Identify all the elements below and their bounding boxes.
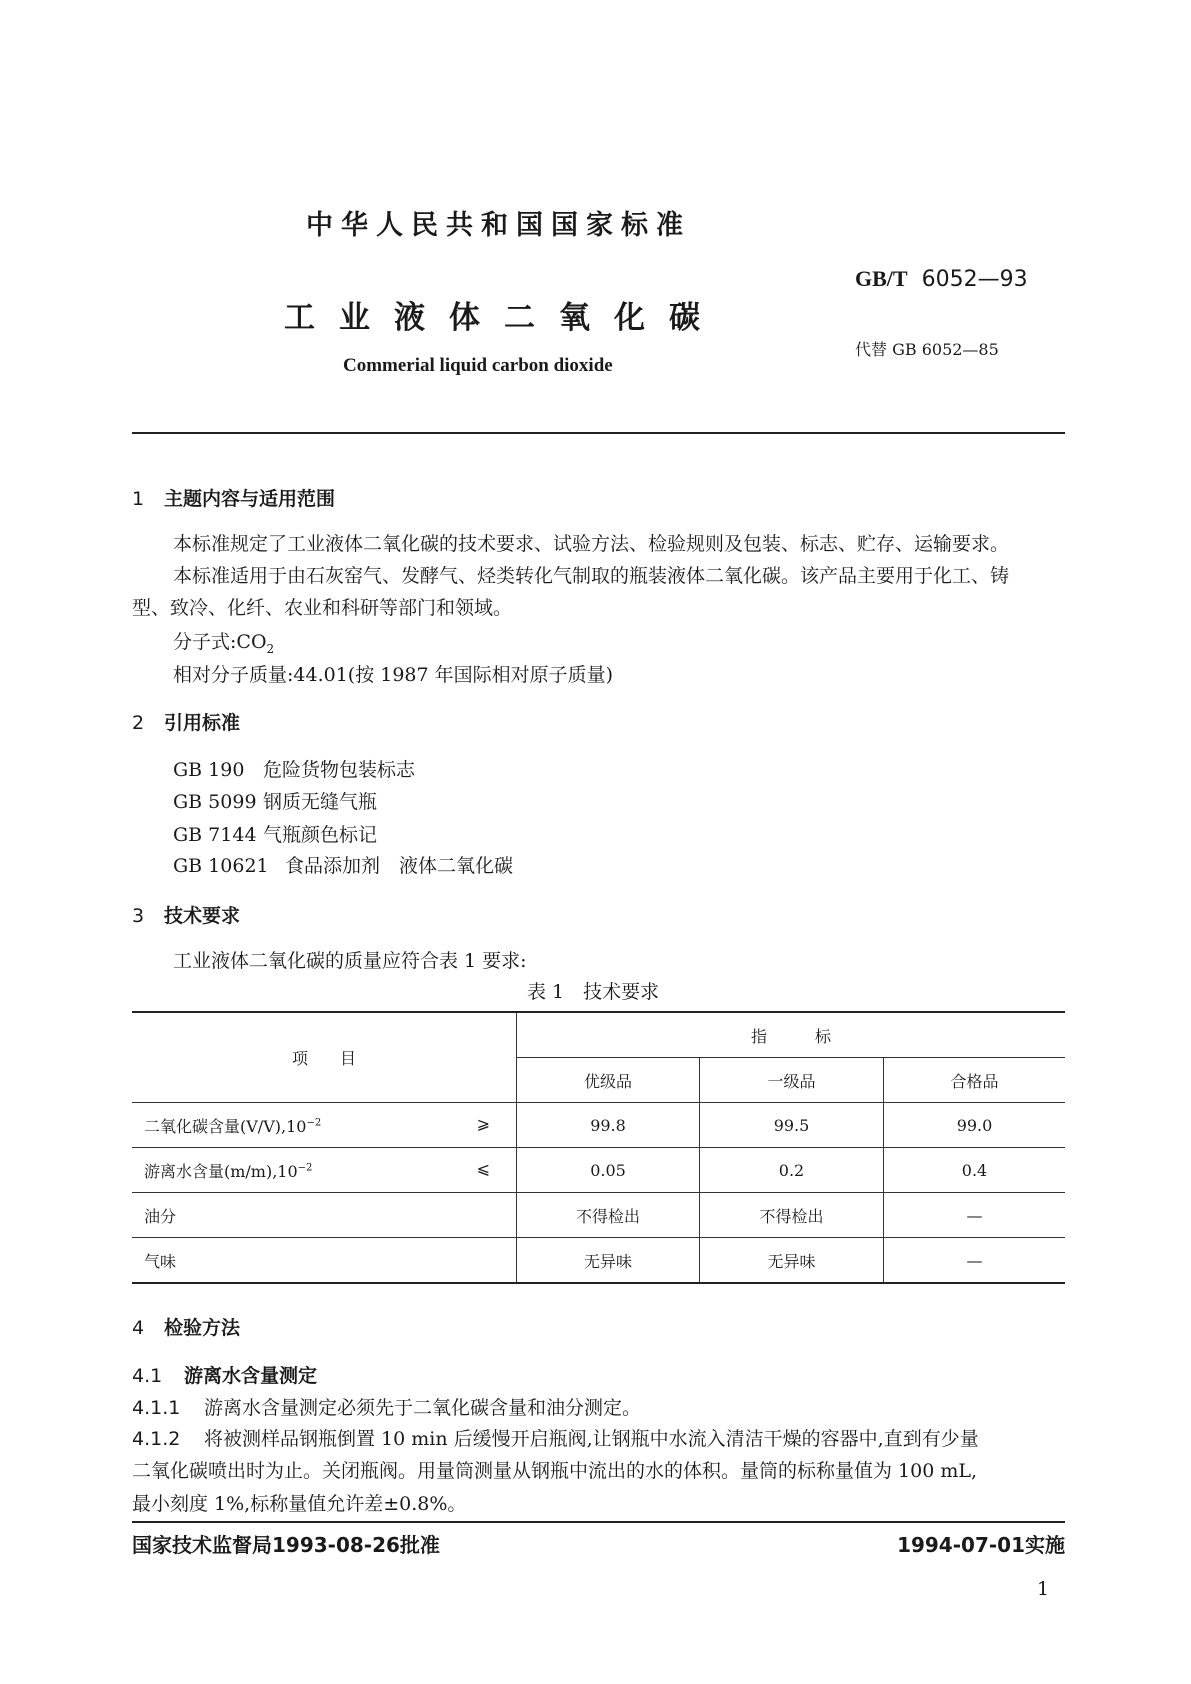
technical-requirements-table	[132, 1011, 1065, 1284]
cell: —	[884, 1238, 1066, 1284]
section-3-heading: 3 技术要求	[132, 905, 241, 927]
index-header: 指 标	[750, 1026, 831, 1046]
section-2-heading: 2 引用标准	[132, 712, 241, 734]
effective-date: 1994-07-01实施	[897, 1533, 1065, 1557]
grade-header: 优级品	[517, 1058, 700, 1103]
row-item: 二氧化碳含量$(V/V),10^{-2}$ ⩾	[132, 1103, 517, 1148]
cell: 99.8	[517, 1103, 700, 1148]
table-row	[132, 1193, 1065, 1238]
section-4-1-2-line-3: 最小刻度 1%,标称量值允许差±0.8%。	[132, 1493, 467, 1515]
grade-header: 合格品	[884, 1058, 1066, 1103]
row-item: 油分	[132, 1193, 517, 1238]
cell: 无异味	[700, 1238, 884, 1284]
section-4-1-heading: 4.1 游离水含量测定	[132, 1365, 318, 1387]
reference-item: GB 5099 钢质无缝气瓶	[173, 791, 378, 813]
code-prefix: GB/T	[855, 266, 908, 291]
document-title-cn: 工业液体二氧化碳	[284, 300, 724, 336]
section-4-heading: 4 检验方法	[132, 1317, 241, 1339]
section-4-1-2-line-1: 4.1.2 将被测样品钢瓶倒置 10 min 后缓慢开启瓶阀,让钢瓶中水流入清洁干燥的容器中,直到有少量	[132, 1428, 979, 1450]
row-item: 游离水含量$(m/m),10^{-2}$ ⩽	[132, 1148, 517, 1193]
replaces-note: 代替 GB 6052—85	[855, 340, 999, 359]
code-number: 6052—93	[921, 267, 1028, 292]
item-header: 项 目	[132, 1012, 517, 1103]
section-3-intro: 工业液体二氧化碳的质量应符合表 1 要求:	[173, 950, 527, 972]
national-standard-heading: 中华人民共和国国家标准	[306, 210, 691, 241]
table-caption: 表 1 技术要求	[527, 981, 660, 1003]
section-4-1-2-line-2: 二氧化碳喷出时为止。关闭瓶阀。用量筒测量从钢瓶中流出的水的体积。量筒的标称量值为 100 mL,	[132, 1460, 978, 1482]
cell: 无异味	[517, 1238, 700, 1284]
cell: 不得检出	[700, 1193, 884, 1238]
cell: 0.4	[884, 1148, 1066, 1193]
cell: —	[884, 1193, 1066, 1238]
table-row	[132, 1148, 1065, 1193]
footer-divider	[132, 1521, 1065, 1523]
reference-item: GB 10621 食品添加剂 液体二氧化碳	[173, 855, 514, 877]
row-item: 气味	[132, 1238, 517, 1284]
cell: 99.0	[884, 1103, 1066, 1148]
table-row	[132, 1238, 1065, 1284]
cell: 0.2	[700, 1148, 884, 1193]
molecular-mass: 相对分子质量:44.01(按 1987 年国际相对原子质量)	[173, 664, 614, 686]
molecular-formula: 分子式$:CO_2$	[173, 631, 275, 656]
standard-code	[855, 266, 1028, 292]
section-1-para-2-line-2: 型、致冷、化纤、农业和科研等部门和领域。	[132, 597, 513, 619]
section-1-para-2-line-1: 本标准适用于由石灰窑气、发酵气、烃类转化气制取的瓶装液体二氧化碳。该产品主要用于化工、铸	[173, 565, 1010, 587]
reference-item: GB 7144 气瓶颜色标记	[173, 824, 378, 846]
approval-date: 国家技术监督局1993-08-26批准	[132, 1533, 440, 1557]
cell: 不得检出	[517, 1193, 700, 1238]
cell: 99.5	[700, 1103, 884, 1148]
section-1-para-1: 本标准规定了工业液体二氧化碳的技术要求、试验方法、检验规则及包装、标志、贮存、运输要求。	[173, 533, 1010, 555]
page-number: 1	[1037, 1578, 1050, 1600]
cell: 0.05	[517, 1148, 700, 1193]
section-1-heading: 1 主题内容与适用范围	[132, 488, 336, 510]
reference-item: GB 190 危险货物包装标志	[173, 759, 416, 781]
section-4-1-1: 4.1.1 游离水含量测定必须先于二氧化碳含量和油分测定。	[132, 1397, 642, 1419]
header-divider	[132, 432, 1065, 434]
document-title-en: Commerial liquid carbon dioxide	[343, 355, 613, 376]
table-row	[132, 1103, 1065, 1148]
grade-header: 一级品	[700, 1058, 884, 1103]
